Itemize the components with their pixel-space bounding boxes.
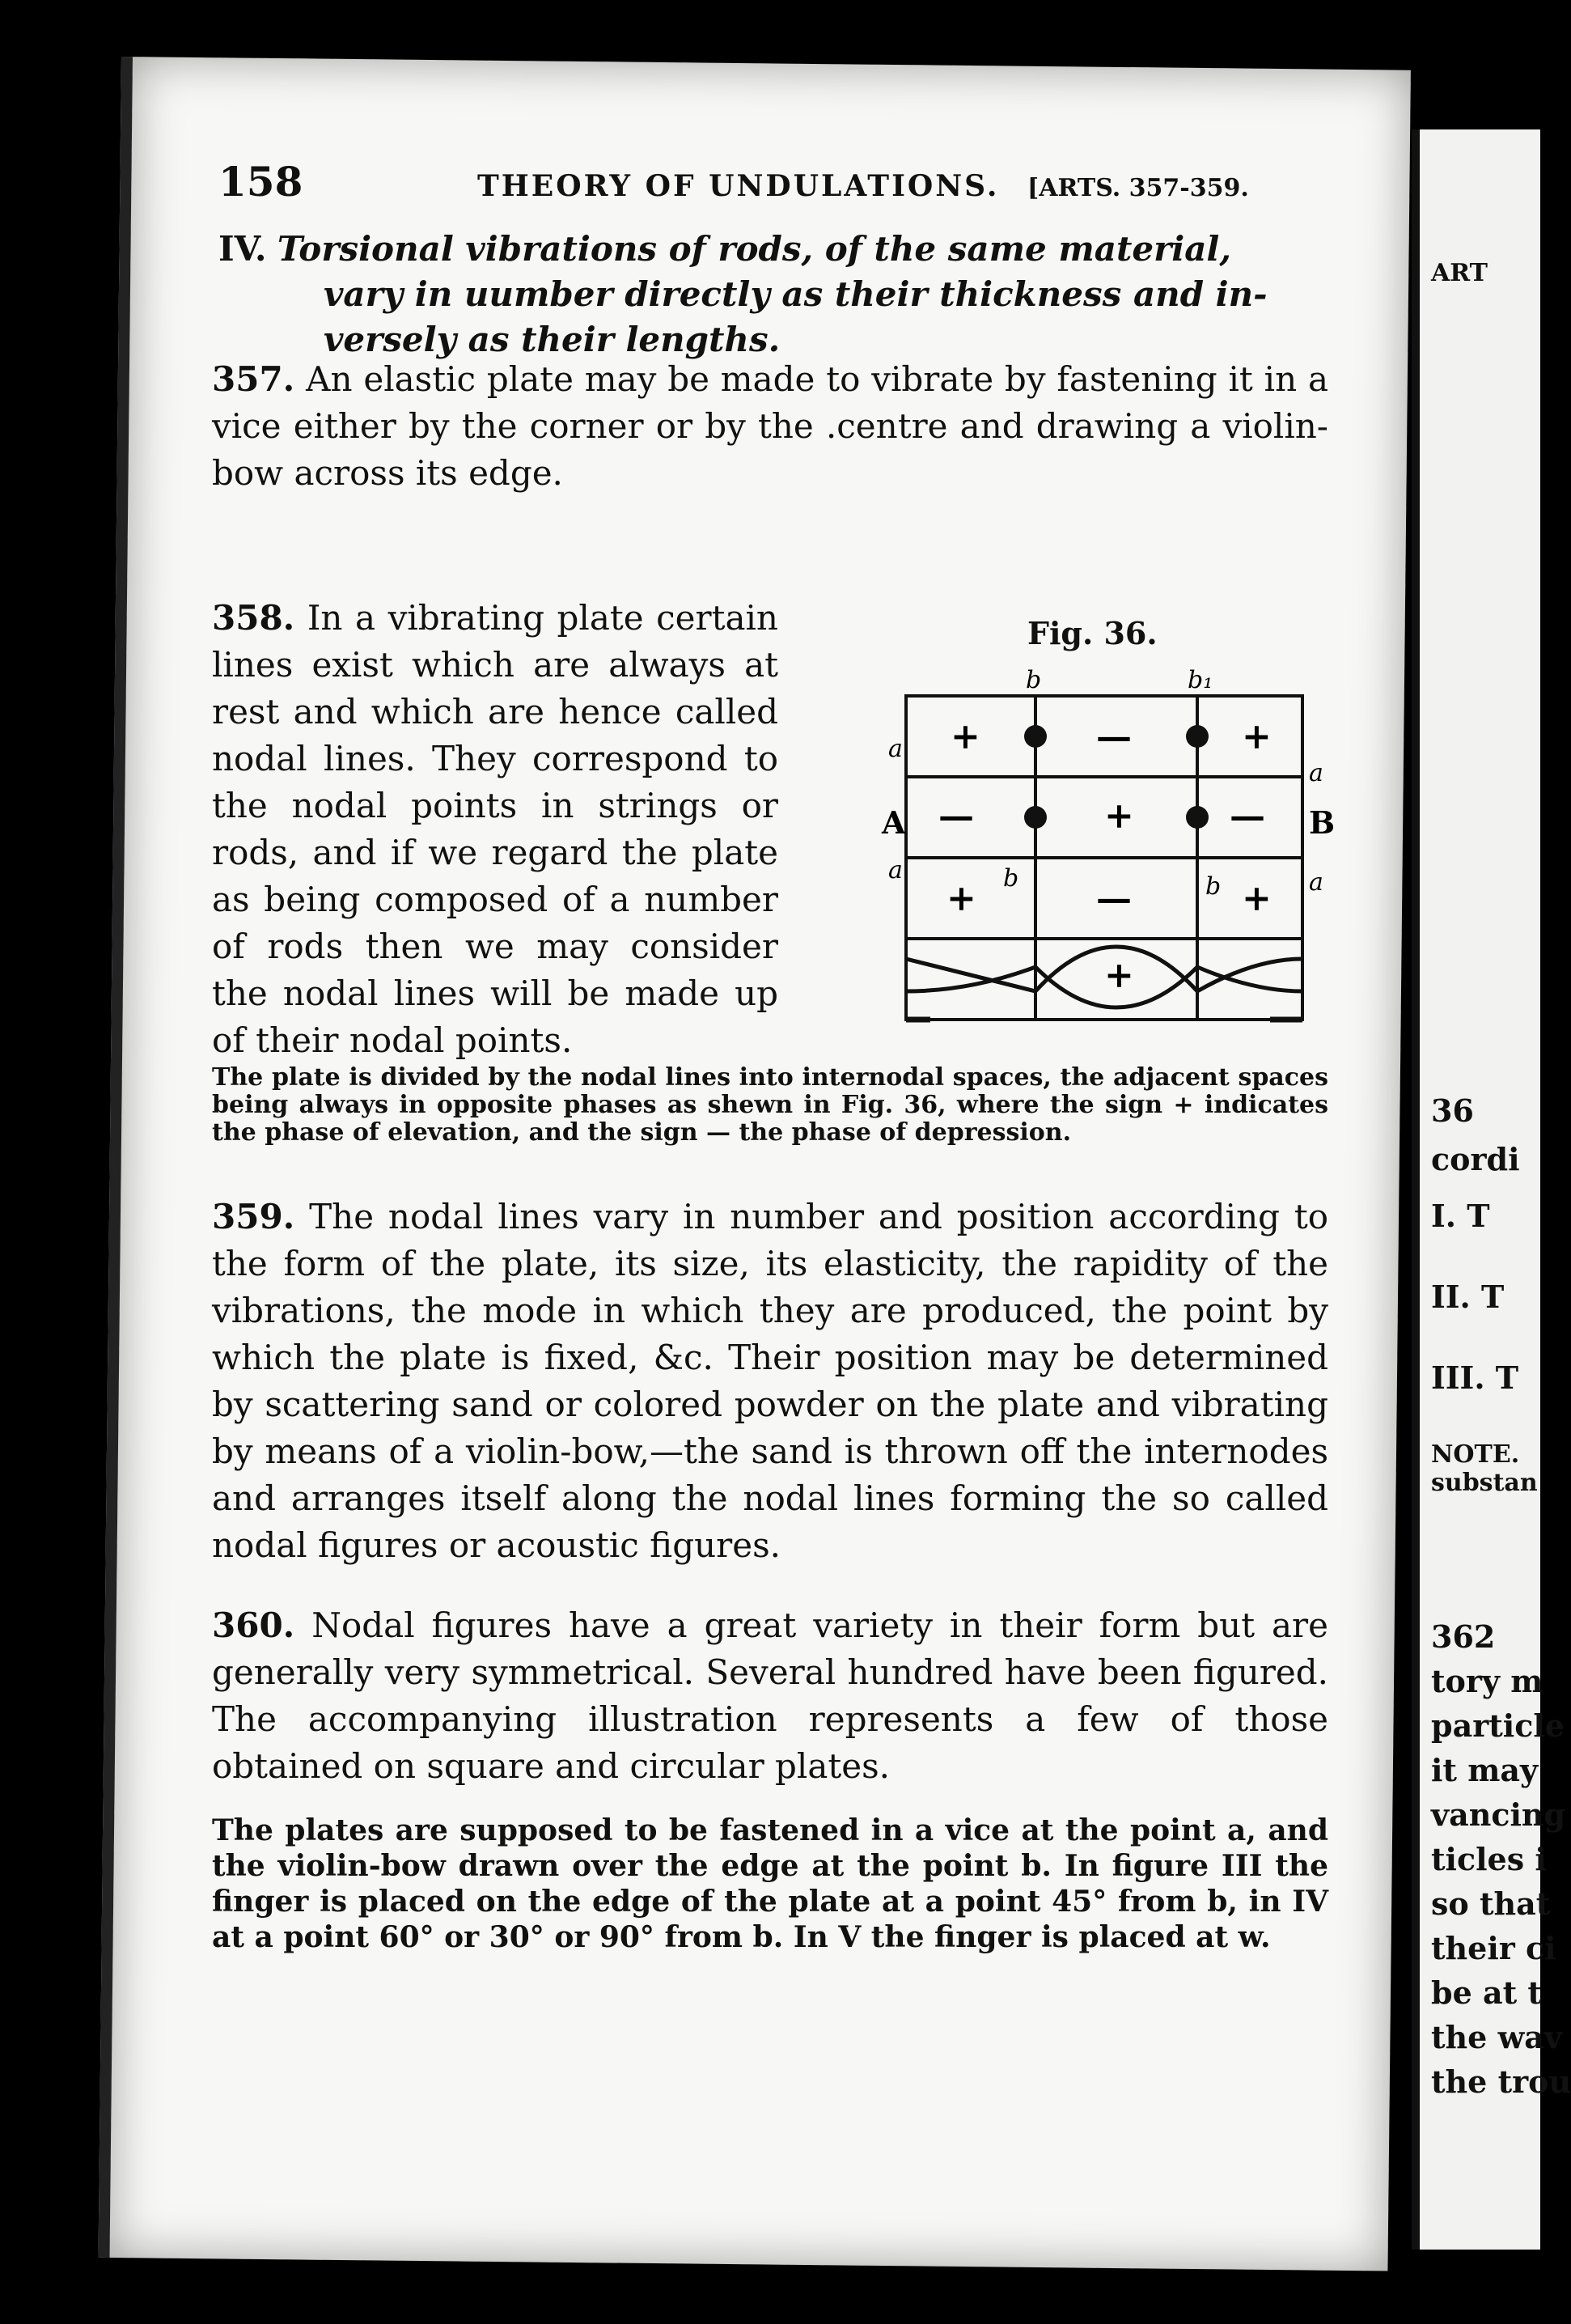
np-thetro: the trou — [1431, 2063, 1571, 2100]
label-b-top: b — [1026, 666, 1042, 694]
label-b-lower: b — [1003, 864, 1019, 893]
node-point — [1186, 806, 1209, 829]
article-number: 357. — [212, 359, 295, 399]
np-ticles: ticles i — [1431, 1841, 1547, 1877]
np-theirci: their ci — [1431, 1930, 1556, 1966]
np-particle: particle — [1431, 1707, 1565, 1744]
page-number: 158 — [218, 158, 303, 206]
np-iii: III. T — [1431, 1359, 1519, 1396]
figure-36-nodal-plate — [882, 611, 1335, 1088]
node-point — [1024, 725, 1047, 748]
label-a-right-lower: a — [1309, 868, 1323, 897]
law-text-line-1: Torsional vibrations of rods, of the same material, — [277, 229, 1232, 269]
np-36: 36 — [1431, 1092, 1474, 1129]
running-header — [218, 158, 1335, 214]
label-a-right-upper: a — [1309, 759, 1323, 787]
phase-minus: — — [1096, 716, 1132, 757]
paragraph-text: The nodal lines vary in number and position according to the form of the plate, its size, its elasticity, the rapidity of the vibrations, the mode in which they are produced, the point by which the plate is fixed, &c. Their position may be determined by scattering sand or colored powder on the plate and vibrating by means of a violin-bow,—the sand is thrown off the internodes and arranges itself along the nodal lines forming the so called nodal figures or acoustic figures. — [212, 1197, 1328, 1565]
phase-plus: + — [1104, 795, 1134, 837]
label-b-lower-right: b — [1205, 872, 1222, 901]
label-b1-top: b₁ — [1188, 666, 1213, 694]
paragraph-360 — [212, 1602, 1328, 1790]
phase-plus: + — [1242, 716, 1272, 757]
label-B: B — [1309, 804, 1336, 841]
article-range: [ARTS. 357-359. — [1027, 174, 1249, 202]
np-art: ART — [1431, 259, 1488, 287]
node-point — [1186, 725, 1209, 748]
paragraph-358 — [212, 595, 778, 1064]
np-cordi: cordi — [1431, 1141, 1520, 1177]
running-title: THEORY OF UNDULATIONS. — [477, 169, 1000, 203]
label-A: A — [882, 804, 906, 841]
law-text-line-2: vary in uumber directly as their thickness and in- — [324, 274, 1268, 314]
node-point — [1024, 806, 1047, 829]
np-substan: substan — [1431, 1469, 1538, 1497]
paragraph-357 — [212, 356, 1328, 497]
label-a-left-lower: a — [888, 856, 903, 884]
phase-minus: — — [1096, 878, 1132, 919]
article-number: 359. — [212, 1197, 295, 1236]
phase-plus: + — [951, 716, 980, 757]
article-number: 360. — [212, 1605, 295, 1645]
np-362: 362 — [1431, 1618, 1496, 1655]
np-ii: II. T — [1431, 1279, 1505, 1315]
label-a-left-upper: a — [888, 735, 903, 763]
figure-caption: Fig. 36. — [1027, 615, 1158, 651]
paragraph-359 — [212, 1194, 1328, 1569]
law-text-line-3: versely as their lengths. — [324, 320, 781, 359]
paragraph-text: Nodal figures have a great variety in their form but are generally very symmetrical. Several hundred have been figured. The accompanying illustration represents a few of those obtained on square and circular plates. — [212, 1605, 1328, 1786]
law-iv — [218, 227, 1335, 363]
np-beat: be at t — [1431, 1974, 1542, 2011]
np-tory: tory m — [1431, 1663, 1543, 1699]
np-thewa: the wav — [1431, 2019, 1563, 2055]
np-itmay: it may — [1431, 1752, 1539, 1788]
np-vancing: vancing — [1431, 1796, 1566, 1833]
np-sothat: so that — [1431, 1885, 1551, 1922]
np-i: I. T — [1431, 1198, 1490, 1234]
paragraph-text: An elastic plate may be made to vibrate by fastening it in a vice either by the corner or by the .centre and drawing a violin-bow across its edge. — [212, 359, 1328, 493]
phase-plus: + — [1104, 955, 1134, 996]
adjacent-page-fragment — [1412, 129, 1571, 2250]
phase-plus: + — [1242, 878, 1272, 919]
law-roman-numeral: IV. — [218, 229, 267, 269]
footnote-internodal-spaces: The plate is divided by the nodal lines into internodal spaces, the adjacent spaces being always in opposite phases as shewn in Fig. 36, where the sign + indicates the phase of elevation, and the sign — the phase of depression. — [212, 1063, 1328, 1147]
phase-minus: — — [1230, 795, 1265, 837]
footnote-plate-fastening: The plates are supposed to be fastened in a vice at the point a, and the violin-bow drawn over the edge at the point b. In figure III the finger is placed on the edge of the plate at a point 45° from b, in IV at a point 60° or 30° or 90° from b. In V the finger is placed at w. — [212, 1813, 1328, 1954]
paragraph-text: In a vibrating plate certain lines exist which are always at rest and which are hence called nodal lines. They correspond to the nodal points in strings or rods, and if we regard the plate as being composed of a number of rods then we may consider the nodal lines will be made up of their nodal points. — [212, 598, 778, 1060]
phase-minus: — — [938, 795, 974, 837]
article-number: 358. — [212, 598, 295, 638]
np-note: NOTE. — [1431, 1440, 1520, 1469]
phase-plus: + — [946, 878, 976, 919]
